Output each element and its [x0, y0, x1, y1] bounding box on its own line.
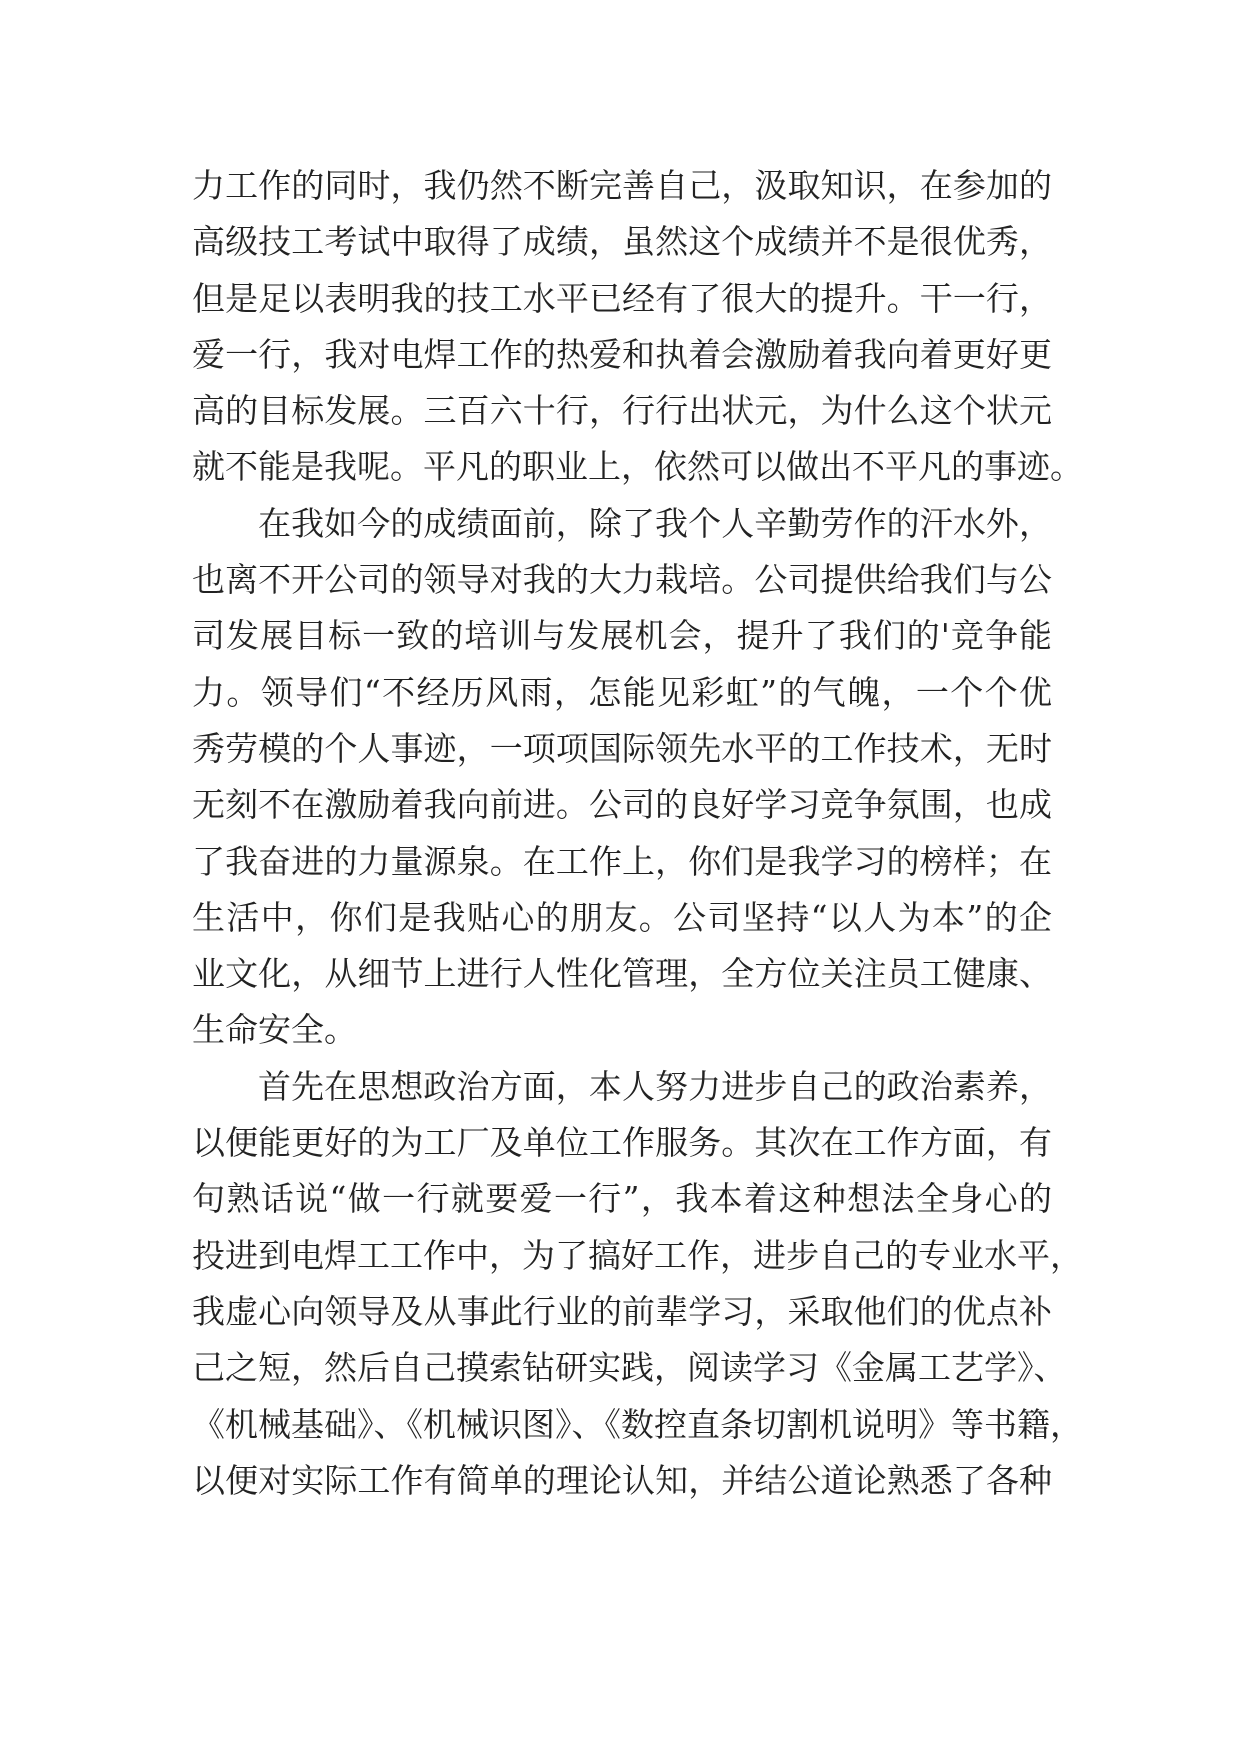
text-line: 我虚心向领导及从事此行业的前辈学习，采取他们的优点补	[192, 1291, 1052, 1331]
paragraph-first-line: 首先在思想政治方面，本人努力进步自己的政治素养，	[258, 1066, 1052, 1106]
text-line: 就不能是我呢。平凡的职业上，依然可以做出不平凡的事迹。	[192, 447, 1083, 487]
text-line: 秀劳模的个人事迹，一项项国际领先水平的工作技术，无时	[192, 728, 1052, 768]
text-line: 爱一行，我对电焊工作的热爱和执着会激励着我向着更好更	[192, 334, 1052, 374]
text-line: 以便对实际工作有简单的理论认知，并结公道论熟悉了各种	[192, 1460, 1052, 1500]
text-line: 司发展目标一致的培训与发展机会，提升了我们的'竞争能	[192, 616, 1052, 656]
text-line: 投进到电焊工工作中，为了搞好工作，进步自己的专业水平，	[192, 1235, 1083, 1275]
text-line: 也离不开公司的领导对我的大力栽培。公司提供给我们与公	[192, 560, 1052, 600]
text-line: 了我奋进的力量源泉。在工作上，你们是我学习的榜样；在	[192, 841, 1052, 881]
text-line: 己之短，然后自己摸索钻研实践，阅读学习《金属工艺学》、	[192, 1348, 1067, 1388]
text-line: 但是足以表明我的技工水平已经有了很大的提升。干一行，	[192, 278, 1052, 318]
text-line: 《机械基础》、《机械识图》、《数控直条切割机说明》等书籍，	[192, 1404, 1083, 1444]
text-line: 以便能更好的为工厂及单位工作服务。其次在工作方面，有	[192, 1123, 1052, 1163]
text-line: 力工作的同时，我仍然不断完善自己，汲取知识，在参加的	[192, 166, 1052, 205]
text-line: 句熟话说“做一行就要爱一行”，我本着这种想法全身心的	[192, 1179, 1052, 1219]
text-line: 高的目标发展。三百六十行，行行出状元，为什么这个状元	[192, 391, 1052, 431]
text-line: 无刻不在激励着我向前进。公司的良好学习竞争氛围，也成	[192, 785, 1052, 825]
text-line: 高级技工考试中取得了成绩，虽然这个成绩并不是很优秀，	[192, 222, 1052, 262]
text-line: 生命安全。	[192, 1010, 357, 1050]
text-line: 业文化，从细节上进行人性化管理，全方位关注员工健康、	[192, 954, 1052, 994]
text-line: 生活中，你们是我贴心的朋友。公司坚持“以人为本”的企	[192, 897, 1052, 937]
paragraph-first-line: 在我如今的成绩面前，除了我个人辛勤劳作的汗水外，	[258, 503, 1052, 543]
document-body	[192, 158, 1092, 1509]
text-line: 力。领导们“不经历风雨，怎能见彩虹”的气魄，一个个优	[192, 672, 1052, 712]
